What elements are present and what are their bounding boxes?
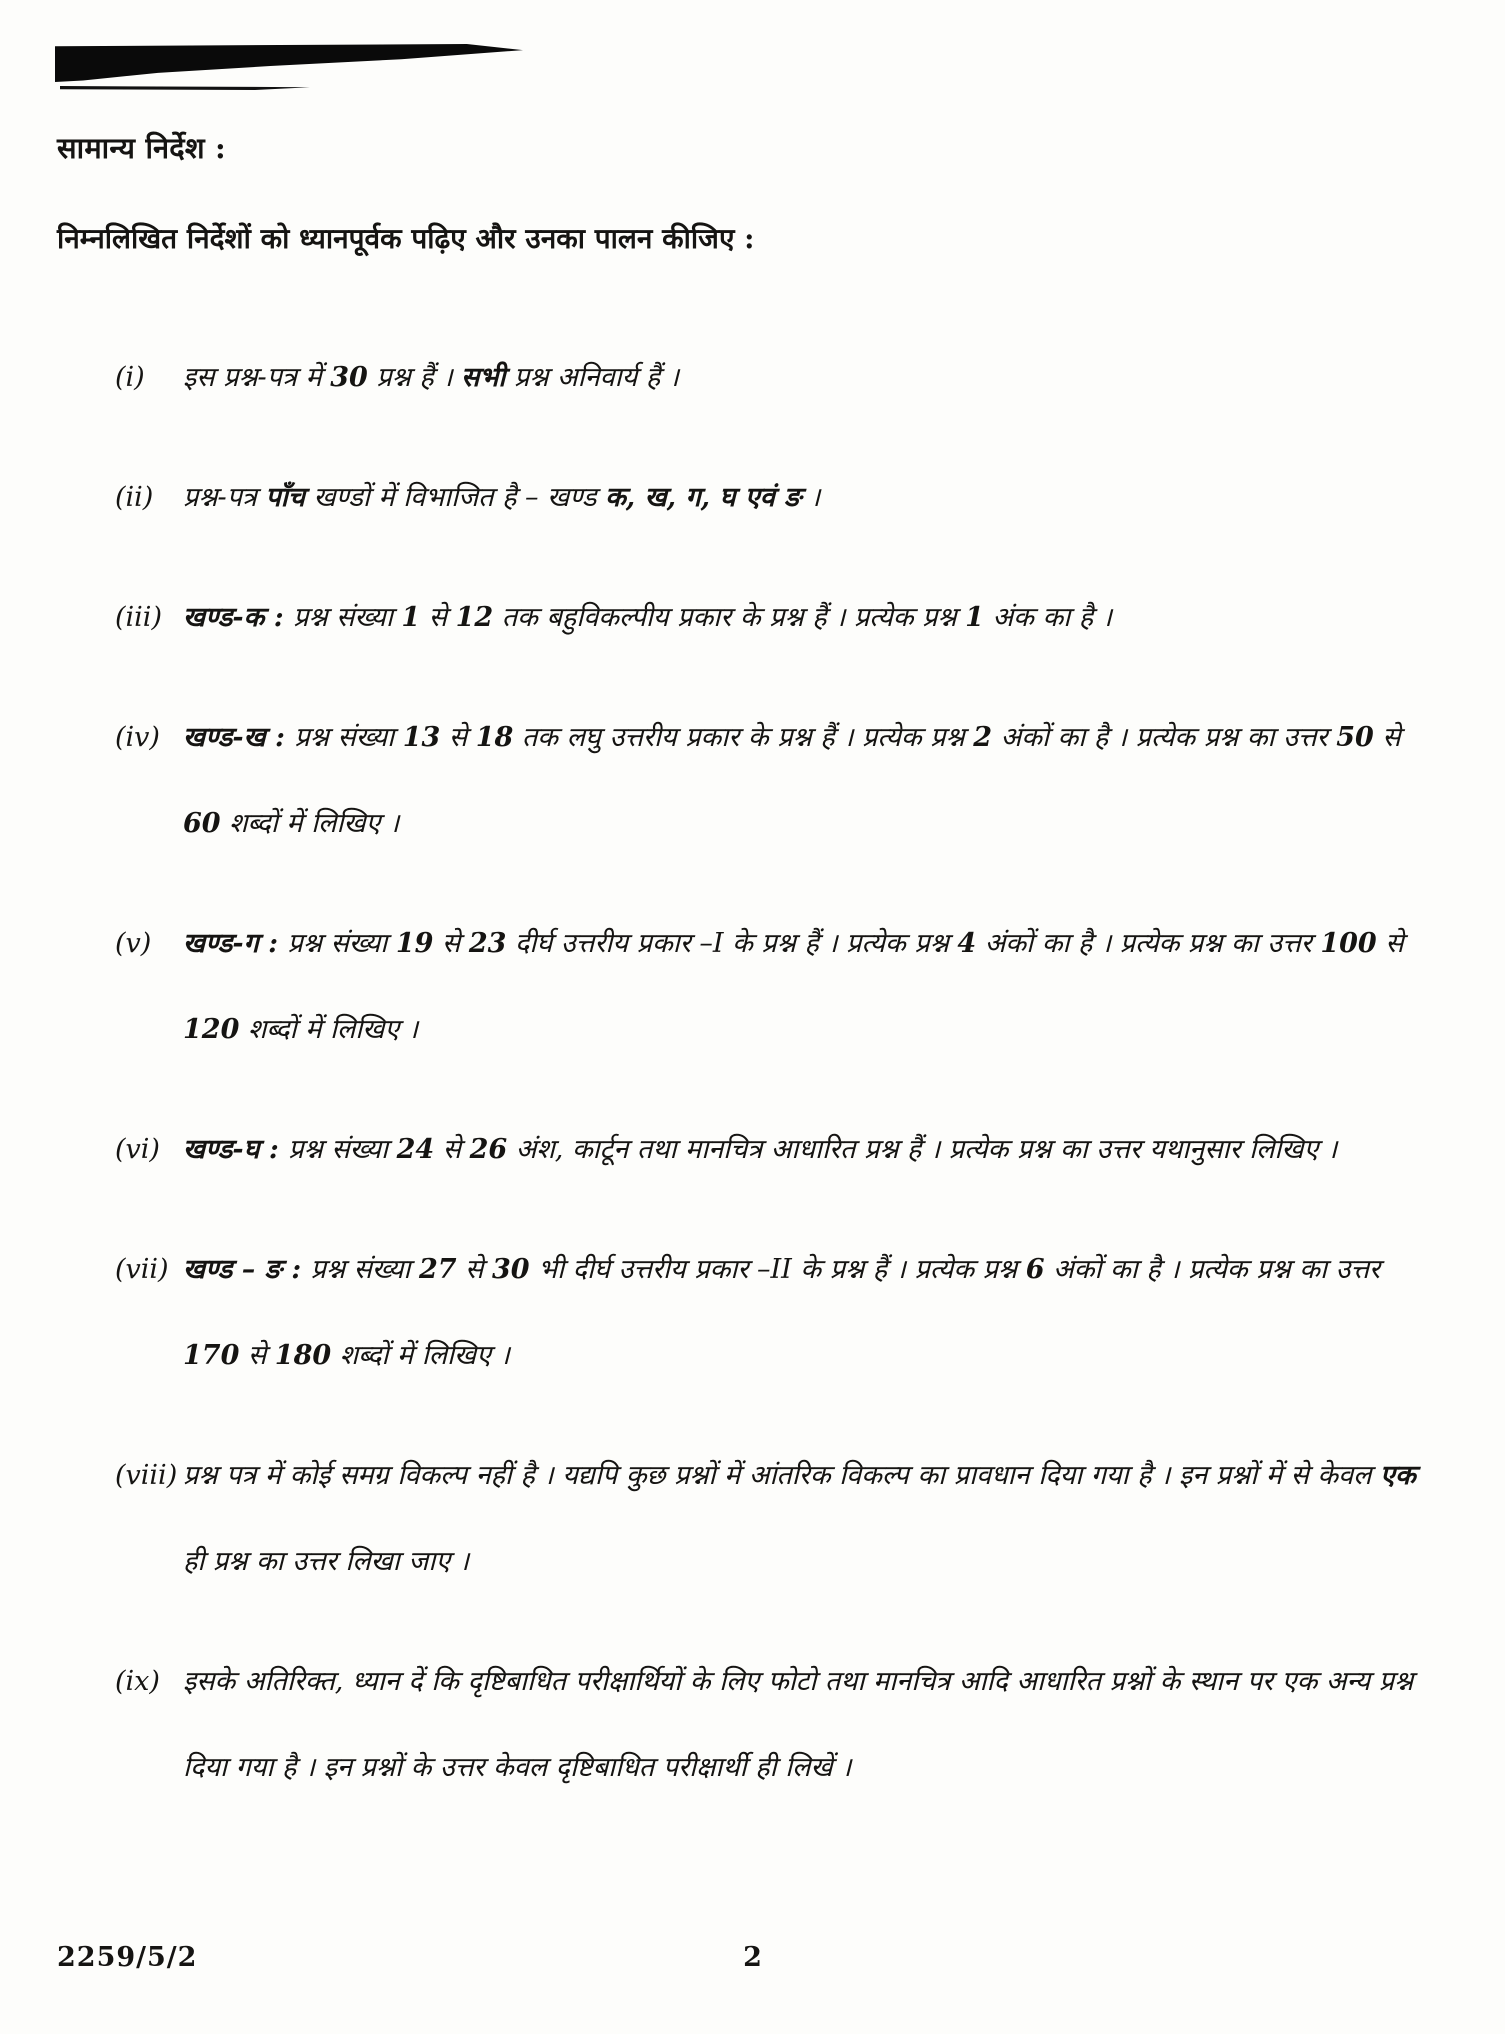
paper-code: 2259/5/2 [57,1942,198,1973]
instruction-item [115,455,1435,541]
general-instructions-heading: सामान्य निर्देश : [57,131,226,165]
instructions-intro-line: निम्नलिखित निर्देशों को ध्यानपूर्वक पढ़िए और उनका पालन कीजिए : [57,222,755,255]
instruction-text: खण्ड-ग : प्रश्न संख्या 19 से 23 दीर्घ उत्तरीय प्रकार –I के प्रश्न हैं । प्रत्येक प्रश्न 4 अंकों का है । प्रत्येक प्रश्न का उत्तर 100 से 120 शब्दों में लिखिए । [183,928,1404,1045]
instruction-label: (ii) [115,482,154,513]
instruction-list [57,335,1445,1811]
instruction-item [115,1107,1435,1193]
instruction-label: (v) [115,928,152,959]
instruction-text: खण्ड-ख : प्रश्न संख्या 13 से 18 तक लघु उत्तरीय प्रकार के प्रश्न हैं । प्रत्येक प्रश्न 2 अंकों का है । प्रत्येक प्रश्न का उत्तर 50 से 60 शब्दों में लिखिए । [183,722,1401,839]
instruction-item [115,575,1435,661]
instruction-label: (iv) [115,722,160,753]
instruction-item [115,695,1435,867]
instruction-text: प्रश्न पत्र में कोई समग्र विकल्प नहीं है । यद्यपि कुछ प्रश्नों में आंतरिक विकल्प का प्रावधान दिया गया है । इन प्रश्नों में से केवल एक ही प्रश्न का उत्तर लिखा जाए । [183,1460,1416,1577]
instruction-text: इसके अतिरिक्त, ध्यान दें कि दृष्टिबाधित परीक्षार्थियों के लिए फोटो तथा मानचित्र आदि आधारित प्रश्नों के स्थान पर एक अन्य प्रश्न दिया गया है । इन प्रश्नों के उत्तर केवल दृष्टिबाधित परीक्षार्थी ही लिखें । [183,1666,1414,1783]
instruction-text: इस प्रश्न-पत्र में 30 प्रश्न हैं । सभी प्रश्न अनिवार्य हैं । [183,362,680,393]
instruction-text: खण्ड – ङ : प्रश्न संख्या 27 से 30 भी दीर्घ उत्तरीय प्रकार –II के प्रश्न हैं । प्रत्येक प्रश्न 6 अंकों का है । प्रत्येक प्रश्न का उत्तर 170 से 180 शब्दों में लिखिए । [183,1254,1381,1371]
instruction-label: (ix) [115,1666,160,1697]
instruction-item [115,1433,1435,1605]
page-footer [0,1942,1505,1978]
page-number: 2 [743,1942,762,1973]
instruction-label: (iii) [115,602,162,633]
instruction-item [115,1639,1435,1811]
instruction-text: प्रश्न-पत्र पाँच खण्डों में विभाजित है – खण्ड क, ख, ग, घ एवं ङ । [183,482,821,513]
instruction-label: (vii) [115,1254,169,1285]
instruction-item [115,335,1435,421]
instruction-item [115,1227,1435,1399]
instruction-label: (i) [115,362,145,393]
instruction-item [115,901,1435,1073]
instruction-label: (viii) [115,1460,178,1491]
instruction-text: खण्ड-घ : प्रश्न संख्या 24 से 26 अंश, कार्टून तथा मानचित्र आधारित प्रश्न हैं । प्रत्येक प्रश्न का उत्तर यथानुसार लिखिए । [183,1134,1338,1165]
instruction-label: (vi) [115,1134,160,1165]
instruction-text: खण्ड-क : प्रश्न संख्या 1 से 12 तक बहुविकल्पीय प्रकार के प्रश्न हैं । प्रत्येक प्रश्न 1 अंक का है । [183,602,1112,633]
